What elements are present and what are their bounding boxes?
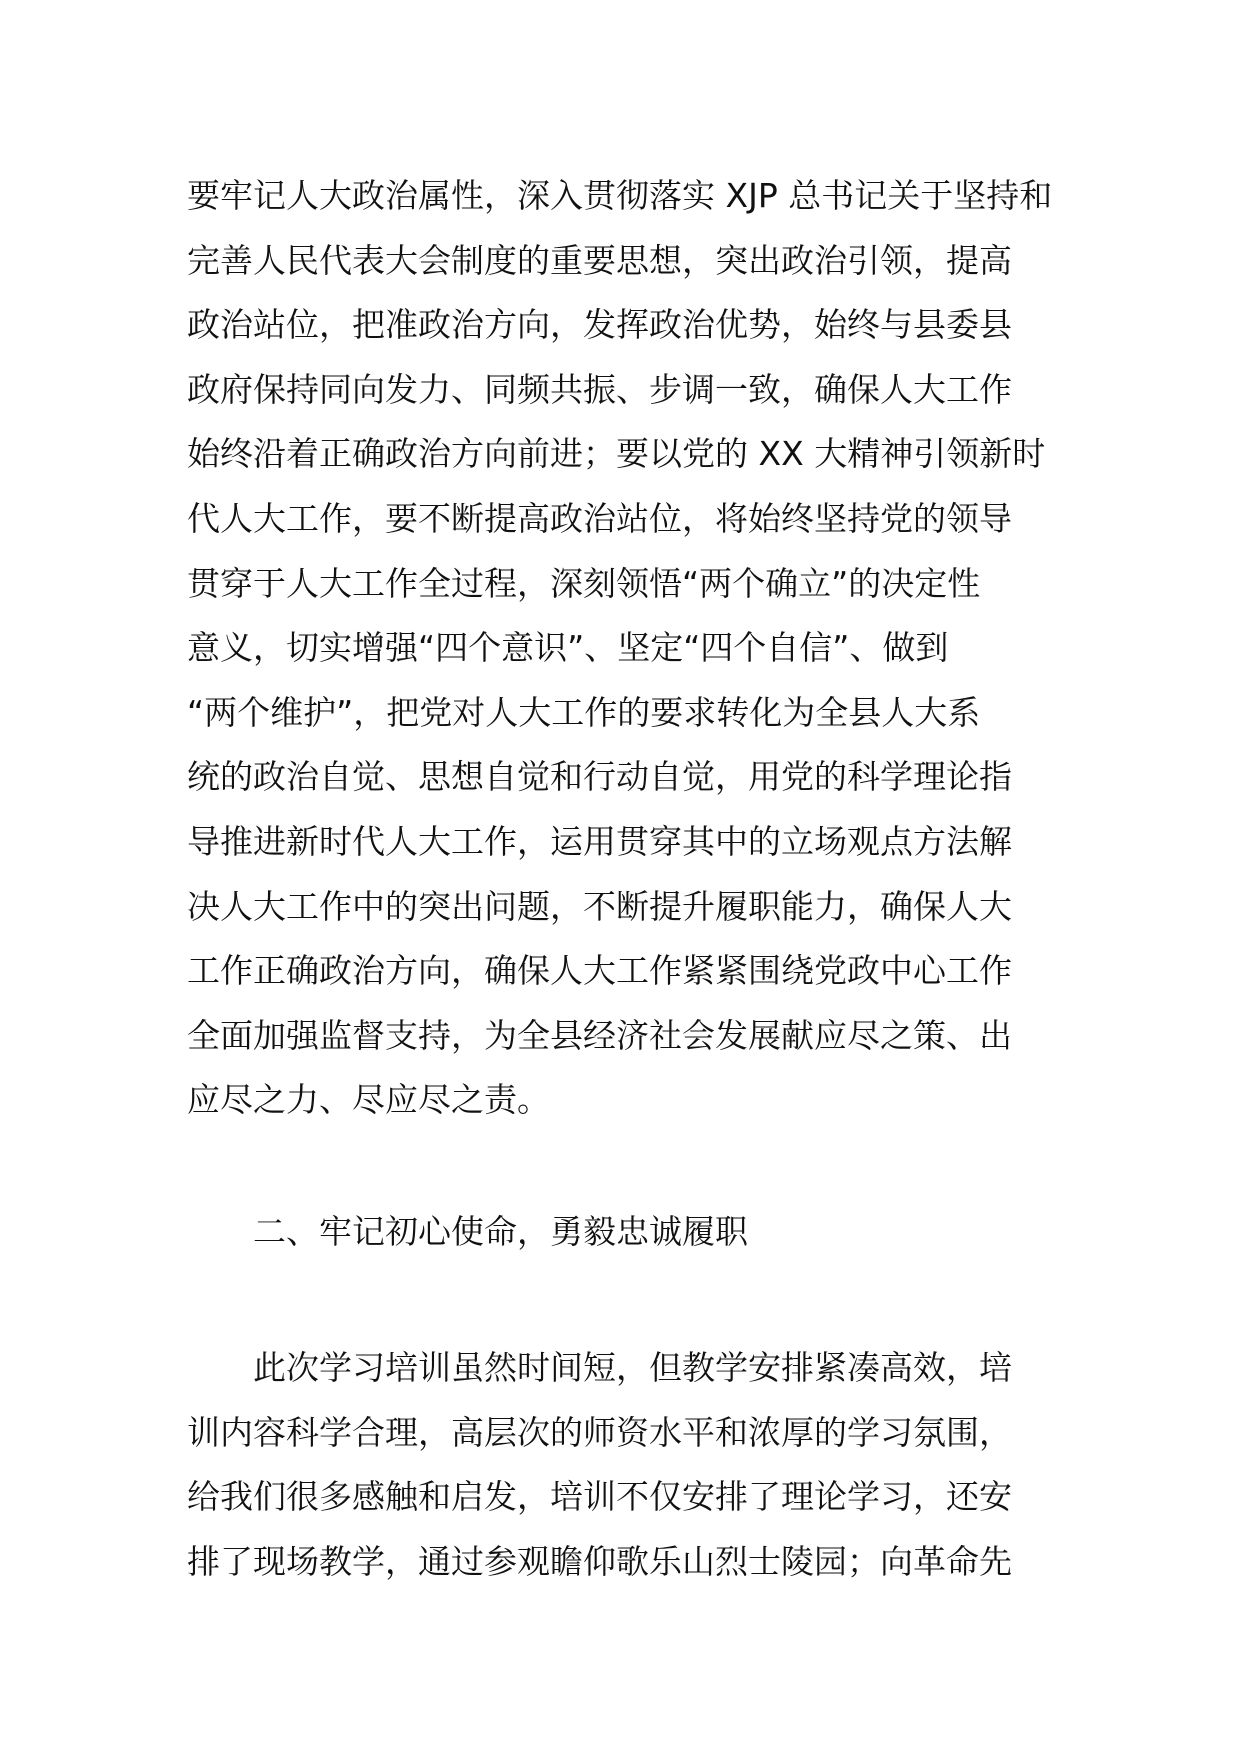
- paragraph-line: 完善人民代表大会制度的重要思想，突出政治引领，提高: [187, 240, 1012, 280]
- paragraph-2: [187, 1336, 1057, 1594]
- paragraph-line: 代人大工作，要不断提高政治站位，将始终坚持党的领导: [187, 498, 1012, 538]
- paragraph-line: 导推进新时代人大工作，运用贯穿其中的立场观点方法解: [187, 821, 1012, 861]
- paragraph-line: 始终沿着正确政治方向前进；要以党的 XX 大精神引领新时: [187, 434, 1046, 474]
- paragraph-line: 训内容科学合理，高层次的师资水平和浓厚的学习氛围，: [187, 1412, 1012, 1452]
- paragraph-line: “两个维护”，把党对人大工作的要求转化为全县人大系: [187, 692, 981, 732]
- paragraph-line: 工作正确政治方向，确保人大工作紧紧围绕党政中心工作: [187, 951, 1012, 991]
- paragraph-line: 决人大工作中的突出问题，不断提升履职能力，确保人大: [187, 886, 1012, 926]
- section-heading: 二、牢记初心使命，勇毅忠诚履职: [253, 1212, 748, 1251]
- paragraph-line: 要牢记人大政治属性，深入贯彻落实 XJP 总书记关于坚持和: [187, 176, 1053, 215]
- paragraph-line: 政府保持同向发力、同频共振、步调一致，确保人大工作: [187, 369, 1012, 409]
- paragraph-line: 全面加强监督支持，为全县经济社会发展献应尽之策、出: [187, 1015, 1012, 1055]
- paragraph-line: 排了现场教学，通过参观瞻仰歌乐山烈士陵园；向革命先: [187, 1541, 1012, 1581]
- paragraph-line: 政治站位，把准政治方向，发挥政治优势，始终与县委县: [187, 305, 1012, 345]
- paragraph-1: [187, 164, 1057, 1133]
- paragraph-line: 贯穿于人大工作全过程，深刻领悟“两个确立”的决定性: [187, 563, 981, 603]
- paragraph-line: 应尽之力、尽应尽之责。: [187, 1080, 550, 1120]
- paragraph-line: 给我们很多感触和启发，培训不仅安排了理论学习，还安: [187, 1477, 1012, 1517]
- paragraph-line: 统的政治自觉、思想自觉和行动自觉，用党的科学理论指: [187, 757, 1012, 797]
- paragraph-line: 此次学习培训虽然时间短，但教学安排紧凑高效，培: [253, 1348, 1012, 1387]
- paragraph-line: 意义，切实增强“四个意识”、坚定“四个自信”、做到: [187, 628, 949, 668]
